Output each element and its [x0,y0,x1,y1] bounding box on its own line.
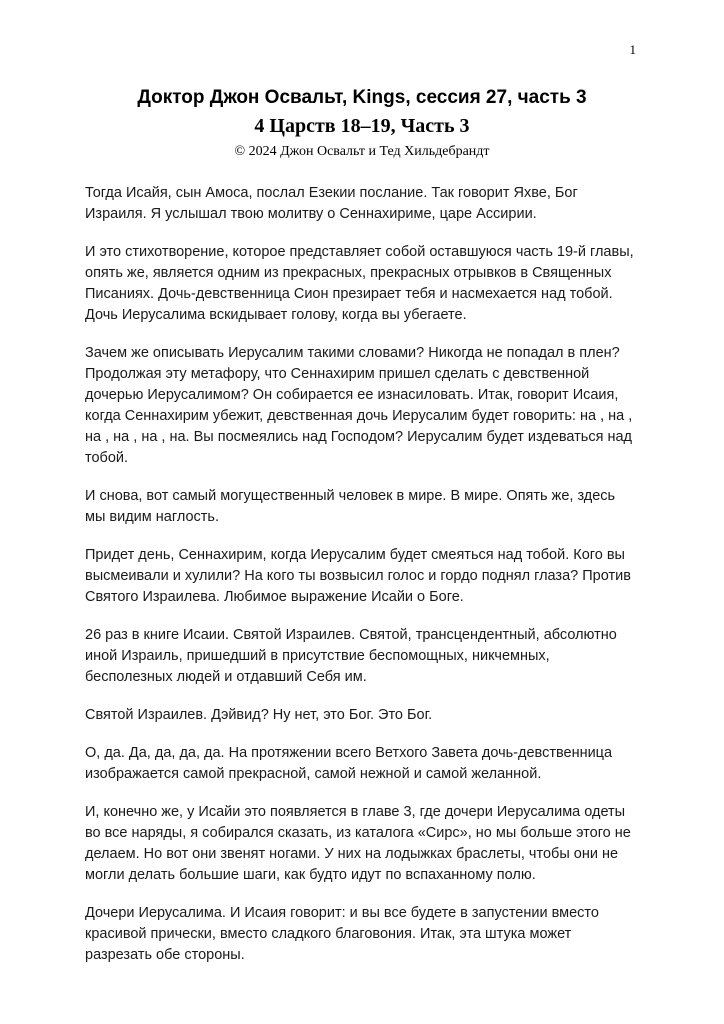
paragraph: И снова, вот самый могущественный человек в мире. В мире. Опять же, здесь мы видим наглость. [85,488,616,526]
document-title: Доктор Джон Освальт, Kings, сессия 27, часть 3 [137,87,587,108]
paragraph: Придет день, Сеннахирим, когда Иерусалим будет смеяться над тобой. Кого вы высмеивали и хулили? На кого ты возвысил голос и гордо поднял глаза? Против Святого Израилева. Любимое выражение Исайи о Боге. [85,547,631,606]
paragraph: Дочери Иерусалима. И Исаия говорит: и вы все будете в запустении вместо красивой прически, вместо сладкого благовония. Итак, эта штука может разрезать обе стороны. [85,905,599,964]
paragraph: И это стихотворение, которое представляет собой оставшуюся часть 19-й главы, опять же, является одним из прекрасных, прекрасных отрывков в Священных Писаниях. Дочь-девственница Сион презирает тебя и насмехается над тобой. Дочь Иерусалима вскидывает голову, когда вы убегаете. [85,243,634,323]
paragraph: Зачем же описывать Иерусалим такими словами? Никогда не попадал в плен? Продолжая эту метафору, что Сеннахирим пришел сделать с девственной дочерью Иерусалимом? Он собирается ее изнасиловать. Итак, говорит Исаия, когда Сеннахирим убежит, девственная дочь Иерусалим будет говорить: на , на , на , на , на , на. Вы посмеялись над Господом? Иерусалим будет издеваться над тобой. [85,344,633,466]
paragraph: И, конечно же, у Исайи это появляется в главе 3, где дочери Иерусалима одеты во все наряды, я собирался сказать, из каталога «Сирс», но мы больше этого не делаем. Но вот они звенят ногами. У них на лодыжках браслеты, чтобы они не могли делать большие шаги, как будто идут по вспаханному полю. [85,804,631,884]
paragraph: 26 раз в книге Исаии. Святой Израилев. Святой, трансцендентный, абсолютно иной Израиль, пришедший в присутствие беспомощных, никчемных, бесполезных людей и отдавший Себя им. [85,627,617,686]
copyright-line: © 2024 Джон Освальт и Тед Хильдебрандт [234,143,490,159]
document-subtitle: 4 Царств 18–19, Часть 3 [254,114,470,137]
paragraph: О, да. Да, да, да, да. На протяжении всего Ветхого Завета дочь-девственница изображается самой прекрасной, самой нежной и самой желанной. [85,745,613,783]
paragraph: Святой Израилев. Дэйвид? Ну нет, это Бог. Это Бог. [85,707,433,724]
document-body [85,183,639,966]
document-header [85,85,639,161]
paragraph: Тогда Исайя, сын Амоса, послал Езекии послание. Так говорит Яхве, Бог Израиля. Я услышал твою молитву о Сеннахириме, царе Ассирии. [85,184,578,222]
page-number: 1 [629,42,636,57]
